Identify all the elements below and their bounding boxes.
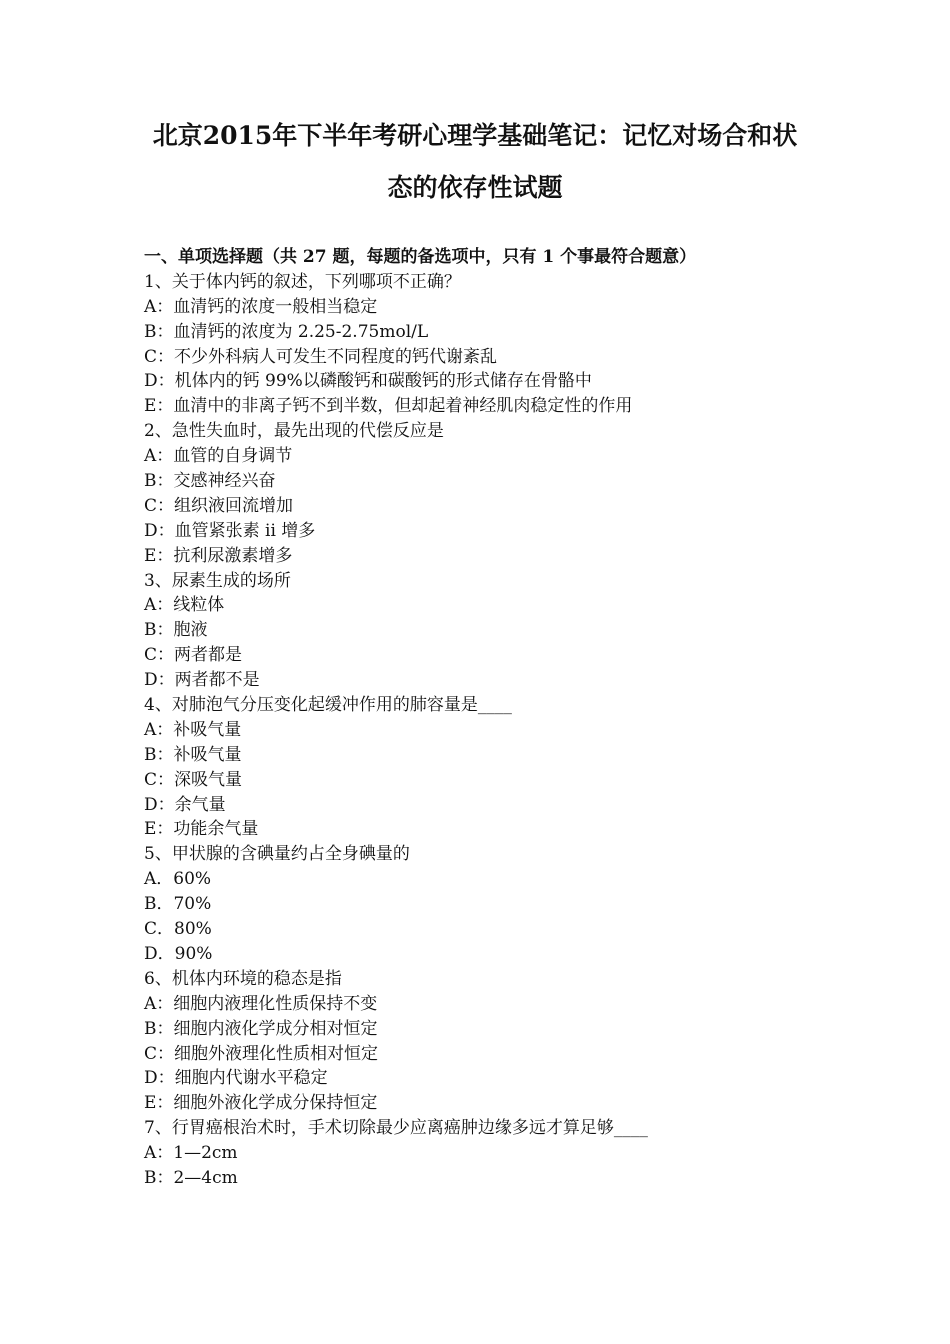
question-4 [144, 693, 844, 842]
question-stem: 7、行胃癌根治术时，手术切除最少应离癌肿边缘多远才算足够____ [144, 1118, 648, 1139]
answer-option: A：血管的自身调节 [144, 446, 293, 467]
answer-option: C：组织液回流增加 [144, 495, 294, 516]
answer-option: A：细胞内液理化性质保持不变 [144, 993, 378, 1014]
question-stem: 6、机体内环境的稳态是指 [144, 968, 342, 989]
question-7 [144, 1116, 844, 1191]
answer-option: C：细胞外液理化性质相对恒定 [144, 1043, 379, 1064]
answer-option: E：功能余气量 [144, 819, 259, 840]
answer-option: E：细胞外液化学成分保持恒定 [144, 1093, 378, 1114]
section-heading: 一、单项选择题（共 27 题，每题的备选项中，只有 1 个事最符合题意） [144, 247, 697, 267]
answer-option: C：两者都是 [144, 645, 243, 666]
answer-option: B：2—4cm [144, 1167, 238, 1188]
answer-option: C．80% [144, 919, 212, 940]
answer-option: D：余气量 [144, 794, 226, 815]
answer-option: B：交感神经兴奋 [144, 471, 276, 492]
answer-option: D：血管紧张素 ii 增多 [144, 520, 316, 541]
question-list [144, 245, 844, 1191]
answer-option: A．60% [144, 869, 212, 890]
answer-option: D：机体内的钙 99%以磷酸钙和碳酸钙的形式储存在骨骼中 [144, 371, 592, 392]
answer-option: B：细胞内液化学成分相对恒定 [144, 1018, 378, 1039]
answer-option: B：补吸气量 [144, 744, 242, 765]
answer-option: C：不少外科病人可发生不同程度的钙代谢紊乱 [144, 346, 498, 367]
answer-option: B：胞液 [144, 620, 208, 641]
answer-option: D：两者都不是 [144, 670, 260, 691]
answer-option: D．90% [144, 943, 213, 964]
answer-option: D：细胞内代谢水平稳定 [144, 1068, 328, 1089]
answer-option: C：深吸气量 [144, 769, 243, 790]
answer-option: E：抗利尿激素增多 [144, 545, 293, 566]
question-3 [144, 569, 844, 693]
answer-option: B．70% [144, 894, 212, 915]
answer-option: A：1—2cm [144, 1143, 238, 1164]
question-6 [144, 967, 844, 1116]
document-title-line-1: 北京2015年下半年考研心理学基础笔记：记忆对场合和状 [152, 121, 798, 150]
question-stem: 1、关于体内钙的叙述，下列哪项不正确？ [144, 271, 461, 292]
question-5 [144, 842, 844, 966]
answer-option: E：血清中的非离子钙不到半数，但却起着神经肌肉稳定性的作用 [144, 396, 633, 417]
question-stem: 5、甲状腺的含碘量约占全身碘量的 [144, 844, 410, 865]
document-title-line-2: 态的依存性试题 [387, 173, 563, 202]
answer-option: B：血清钙的浓度为 2.25-2.75mol/L [144, 321, 429, 342]
answer-option: A：血清钙的浓度一般相当稳定 [144, 296, 378, 317]
question-stem: 3、尿素生成的场所 [144, 570, 291, 591]
answer-option: A：补吸气量 [144, 719, 242, 740]
answer-option: A：线粒体 [144, 595, 225, 616]
question-1 [144, 270, 844, 419]
question-stem: 4、对肺泡气分压变化起缓冲作用的肺容量是____ [144, 695, 512, 716]
question-2 [144, 419, 844, 568]
question-stem: 2、急性失血时，最先出现的代偿反应是 [144, 421, 444, 442]
